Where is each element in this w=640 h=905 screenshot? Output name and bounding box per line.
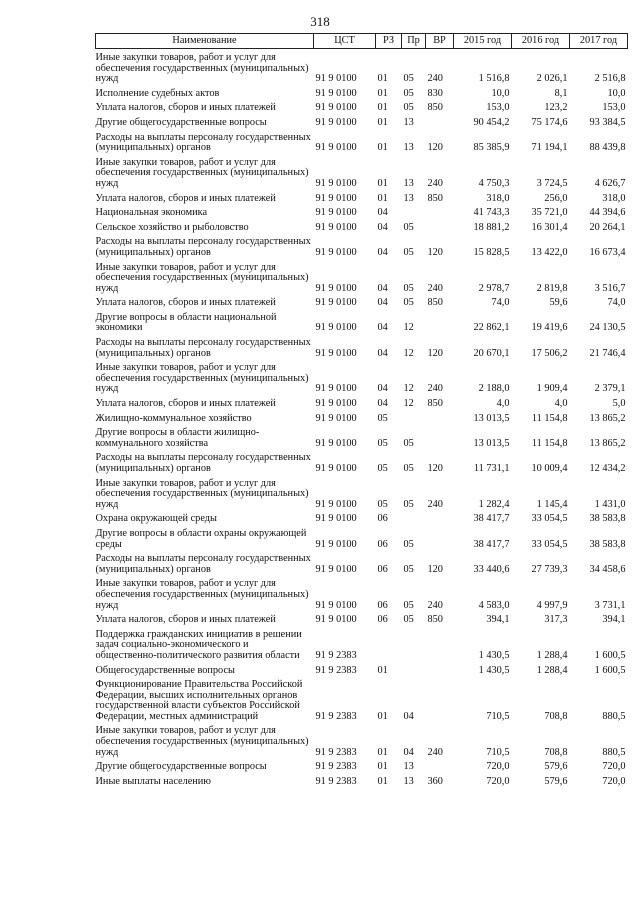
header-name: Наименование: [96, 34, 314, 49]
row-vr: 850: [427, 297, 443, 309]
row-2016: 59,6: [549, 297, 568, 309]
row-2016: 1 909,4: [536, 383, 568, 395]
row-name: Другие вопросы в области национальной экономики: [95, 311, 277, 334]
row-rz: 05: [377, 412, 388, 424]
row-2017: 13 865,2: [589, 437, 626, 449]
table-row: [96, 449, 628, 474]
row-rz: 05: [377, 463, 388, 474]
budget-table: [95, 33, 628, 787]
row-vr: 240: [427, 746, 443, 758]
row-2015: 1 516,8: [478, 73, 510, 85]
row-pr: 05: [403, 437, 414, 449]
row-name: Расходы на выплаты персоналу государственных (муниципальных) органов: [95, 553, 311, 575]
row-2015: 4 750,3: [478, 177, 510, 189]
row-name: Иные закупки товаров, работ и услуг для обеспечения государственных (муниципальных) нужд: [95, 725, 309, 758]
row-2016: 4,0: [554, 398, 568, 410]
row-pr: 05: [403, 538, 414, 550]
row-2016: 13 422,0: [531, 246, 568, 258]
row-2015: 85 385,9: [473, 142, 510, 154]
row-rz: 06: [377, 599, 388, 611]
row-2017: 880,5: [602, 746, 626, 758]
row-vr: [426, 510, 454, 525]
row-rz: 01: [377, 775, 388, 787]
row-pr: 05: [403, 614, 414, 626]
row-rz: 01: [377, 664, 388, 676]
table-row: [96, 85, 628, 100]
row-2017: 3 731,1: [594, 599, 626, 611]
row-cst: 91 9 0100: [315, 207, 357, 219]
row-2017: 24 130,5: [589, 322, 626, 334]
row-vr: [426, 309, 454, 334]
row-rz: 05: [377, 437, 388, 449]
row-2017: 44 394,6: [589, 207, 626, 219]
row-2016: 2 819,8: [536, 282, 568, 294]
row-2015: 394,1: [486, 614, 510, 626]
row-name: Уплата налогов, сборов и иных платежей: [95, 297, 276, 309]
table-row: [96, 676, 628, 722]
row-cst: 91 9 0100: [315, 297, 357, 309]
row-rz: 06: [377, 614, 388, 626]
row-2015: 90 454,2: [473, 116, 510, 128]
table-row: [96, 722, 628, 758]
row-2016: 1 288,4: [536, 649, 568, 661]
row-pr: 05: [403, 73, 414, 85]
row-cst: 91 9 0100: [315, 177, 357, 189]
row-cst: 91 9 0100: [315, 614, 357, 626]
row-vr: [426, 204, 454, 219]
row-pr: [402, 410, 426, 425]
header-rz: РЗ: [376, 34, 402, 49]
row-rz: 01: [377, 73, 388, 85]
row-cst: 91 9 2383: [315, 761, 357, 773]
row-2015: 33 440,6: [473, 563, 510, 575]
row-2015: 720,0: [486, 761, 510, 773]
row-cst: 91 9 0100: [315, 246, 357, 258]
row-2016: 708,8: [544, 746, 568, 758]
row-name: Расходы на выплаты персоналу государственных (муниципальных) органов: [95, 452, 311, 474]
row-2017: 1 600,5: [594, 664, 626, 676]
row-vr: [426, 676, 454, 722]
row-2017: 38 583,8: [589, 538, 626, 550]
table-row: [96, 309, 628, 334]
row-rz: 01: [377, 192, 388, 204]
row-pr: 12: [403, 398, 414, 410]
table-row: [96, 190, 628, 205]
row-vr: [426, 219, 454, 234]
row-2017: 5,0: [612, 398, 626, 410]
row-cst: 91 9 0100: [315, 322, 357, 334]
row-2015: 1 430,5: [478, 664, 510, 676]
row-vr: 850: [427, 398, 443, 410]
row-rz: 01: [377, 746, 388, 758]
table-row: [96, 259, 628, 295]
row-2015: 41 743,3: [473, 207, 510, 219]
row-vr: 120: [427, 142, 443, 154]
row-cst: 91 9 0100: [315, 412, 357, 424]
table-row: [96, 99, 628, 114]
row-2016: 3 724,5: [536, 177, 568, 189]
row-pr: [402, 662, 426, 677]
row-cst: 91 9 0100: [315, 538, 357, 550]
row-vr: 240: [427, 282, 443, 294]
row-name: Другие вопросы в области охраны окружающей среды: [95, 527, 307, 550]
row-2017: 38 583,8: [589, 513, 626, 525]
row-pr: 13: [403, 761, 414, 773]
row-pr: 05: [403, 221, 414, 233]
table-row: [96, 510, 628, 525]
table-row: [96, 359, 628, 395]
row-2017: 3 516,7: [594, 282, 626, 294]
row-name: Уплата налогов, сборов и иных платежей: [95, 614, 276, 626]
row-vr: 240: [427, 73, 443, 85]
row-pr: 13: [403, 142, 414, 154]
row-vr: 240: [427, 498, 443, 510]
row-rz: 04: [377, 383, 388, 395]
table-row: [96, 424, 628, 449]
row-2015: 18 881,2: [473, 221, 510, 233]
row-name: Уплата налогов, сборов и иных платежей: [95, 102, 276, 114]
row-vr: [426, 662, 454, 677]
row-pr: 05: [403, 246, 414, 258]
row-rz: 04: [377, 322, 388, 334]
row-pr: 05: [403, 463, 414, 474]
row-name: Иные закупки товаров, работ и услуг для обеспечения государственных (муниципальных) нужд: [95, 52, 309, 85]
table-row: [96, 204, 628, 219]
row-2015: 15 828,5: [473, 246, 510, 258]
row-2016: 75 174,6: [531, 116, 568, 128]
row-2016: 708,8: [544, 710, 568, 722]
header-cst: ЦСТ: [314, 34, 376, 49]
row-2016: 27 739,3: [531, 563, 568, 575]
row-2016: 579,6: [544, 761, 568, 773]
row-2017: 12 434,2: [589, 463, 626, 474]
row-cst: 91 9 0100: [315, 73, 357, 85]
row-pr: 05: [403, 87, 414, 99]
row-cst: 91 9 0100: [315, 102, 357, 114]
row-2016: 33 054,5: [531, 513, 568, 525]
row-cst: 91 9 0100: [315, 437, 357, 449]
row-vr: 240: [427, 383, 443, 395]
row-2017: 720,0: [602, 775, 626, 787]
row-2016: 1 145,4: [536, 498, 568, 510]
row-name: Жилищно-коммунальное хозяйство: [95, 412, 252, 424]
header-2016: 2016 год: [512, 34, 570, 49]
header-vr: ВР: [426, 34, 454, 49]
row-2016: 35 721,0: [531, 207, 568, 219]
row-rz: 06: [377, 538, 388, 550]
row-cst: 91 9 0100: [315, 383, 357, 395]
row-rz: 01: [377, 102, 388, 114]
table-row: [96, 611, 628, 626]
row-pr: [402, 510, 426, 525]
table-row: [96, 129, 628, 154]
row-rz: 06: [377, 513, 388, 525]
row-2017: 1 431,0: [594, 498, 626, 510]
row-2016: 317,3: [544, 614, 568, 626]
row-2015: 10,0: [491, 87, 510, 99]
row-pr: 05: [403, 102, 414, 114]
header-row: [96, 34, 628, 49]
table-row: [96, 294, 628, 309]
row-2016: 256,0: [544, 192, 568, 204]
row-pr: 04: [403, 746, 414, 758]
row-vr: 240: [427, 177, 443, 189]
row-name: Иные выплаты населению: [95, 775, 212, 787]
row-2017: 16 673,4: [589, 246, 626, 258]
table-row: [96, 334, 628, 359]
row-name: Иные закупки товаров, работ и услуг для обеспечения государственных (муниципальных) нужд: [95, 362, 309, 395]
row-pr: 12: [403, 322, 414, 334]
row-cst: 91 9 0100: [315, 563, 357, 575]
header-2015: 2015 год: [454, 34, 512, 49]
row-rz: 01: [377, 177, 388, 189]
row-rz: 04: [377, 297, 388, 309]
row-2017: 93 384,5: [589, 116, 626, 128]
table-row: [96, 475, 628, 511]
row-2016: 10 009,4: [531, 463, 568, 474]
row-cst: 91 9 0100: [315, 398, 357, 410]
row-2015: 318,0: [486, 192, 510, 204]
row-name: Сельское хозяйство и рыболовство: [95, 221, 249, 233]
row-2016: 123,2: [544, 102, 568, 114]
row-2015: 2 978,7: [478, 282, 510, 294]
row-pr: [402, 626, 426, 662]
row-2015: 153,0: [486, 102, 510, 114]
row-2016: 4 997,9: [536, 599, 568, 611]
row-2016: 16 301,4: [531, 221, 568, 233]
table-row: [96, 773, 628, 788]
row-pr: 13: [403, 116, 414, 128]
row-pr: 13: [403, 775, 414, 787]
row-2016: 2 026,1: [536, 73, 568, 85]
row-cst: 91 9 0100: [315, 513, 357, 525]
row-vr: [426, 626, 454, 662]
row-rz: [376, 626, 402, 662]
row-name: Исполнение судебных актов: [95, 87, 220, 99]
row-2015: 13 013,5: [473, 437, 510, 449]
table-row: [96, 233, 628, 258]
table-row: [96, 219, 628, 234]
table-row: [96, 525, 628, 550]
row-name: Другие вопросы в области жилищно-коммунального хозяйства: [95, 427, 260, 449]
row-2017: 720,0: [602, 761, 626, 773]
row-cst: 91 9 2383: [315, 775, 357, 787]
table-row: [96, 410, 628, 425]
row-name: Иные закупки товаров, работ и услуг для обеспечения государственных (муниципальных) нужд: [95, 261, 309, 294]
row-vr: 120: [427, 463, 443, 474]
row-rz: 01: [377, 142, 388, 154]
row-name: Иные закупки товаров, работ и услуг для обеспечения государственных (муниципальных) нужд: [95, 578, 309, 611]
row-cst: 91 9 2383: [315, 710, 357, 722]
row-2015: 4 583,0: [478, 599, 510, 611]
row-2015: 710,5: [486, 746, 510, 758]
table-header: [96, 34, 628, 49]
row-2015: 13 013,5: [473, 412, 510, 424]
table-row: [96, 395, 628, 410]
row-2015: 38 417,7: [473, 513, 510, 525]
row-cst: 91 9 0100: [315, 463, 357, 474]
row-pr: 05: [403, 563, 414, 575]
row-rz: 04: [377, 347, 388, 359]
row-2016: 17 506,2: [531, 347, 568, 359]
row-vr: 120: [427, 347, 443, 359]
row-rz: 06: [377, 563, 388, 575]
row-vr: 850: [427, 192, 443, 204]
row-vr: 830: [427, 87, 443, 99]
row-2017: 13 865,2: [589, 412, 626, 424]
row-vr: 360: [427, 775, 443, 787]
row-rz: 05: [377, 498, 388, 510]
row-2015: 38 417,7: [473, 538, 510, 550]
row-2017: 394,1: [602, 614, 626, 626]
row-cst: 91 9 0100: [315, 282, 357, 294]
row-name: Расходы на выплаты персоналу государственных (муниципальных) органов: [95, 131, 311, 154]
row-2015: 1 430,5: [478, 649, 510, 661]
row-cst: 91 9 0100: [315, 221, 357, 233]
row-vr: [426, 424, 454, 449]
row-2017: 4 626,7: [594, 177, 626, 189]
row-cst: 91 9 0100: [315, 347, 357, 359]
row-pr: 05: [403, 498, 414, 510]
row-2017: 318,0: [602, 192, 626, 204]
row-vr: 850: [427, 102, 443, 114]
row-cst: 91 9 0100: [315, 116, 357, 128]
row-rz: 04: [377, 207, 388, 219]
row-name: Национальная экономика: [95, 207, 208, 219]
row-2015: 2 188,0: [478, 383, 510, 395]
table-row: [96, 626, 628, 662]
row-name: Уплата налогов, сборов и иных платежей: [95, 192, 276, 204]
row-cst: 91 9 0100: [315, 142, 357, 154]
row-name: Иные закупки товаров, работ и услуг для обеспечения государственных (муниципальных) нужд: [95, 477, 309, 510]
row-cst: 91 9 0100: [315, 498, 357, 510]
row-pr: 05: [403, 297, 414, 309]
row-pr: 12: [403, 347, 414, 359]
row-2016: 71 194,1: [531, 142, 568, 154]
row-name: Общегосударственные вопросы: [95, 664, 235, 676]
row-rz: 01: [377, 761, 388, 773]
row-name: Расходы на выплаты персоналу государственных (муниципальных) органов: [95, 236, 311, 258]
row-cst: 91 9 0100: [315, 192, 357, 204]
row-rz: 04: [377, 221, 388, 233]
row-vr: 120: [427, 246, 443, 258]
row-vr: [426, 410, 454, 425]
row-2016: 33 054,5: [531, 538, 568, 550]
row-cst: 91 9 0100: [315, 87, 357, 99]
row-name: Другие общегосударственные вопросы: [95, 761, 267, 773]
table-row: [96, 154, 628, 190]
row-2015: 11 731,1: [473, 463, 510, 474]
row-2016: 11 154,8: [531, 437, 568, 449]
row-rz: 04: [377, 246, 388, 258]
row-2017: 880,5: [602, 710, 626, 722]
row-pr: 12: [403, 383, 414, 395]
row-2016: 11 154,8: [531, 412, 568, 424]
table-row: [96, 575, 628, 611]
row-pr: 04: [403, 710, 414, 722]
table-body: [96, 49, 628, 788]
row-pr: 05: [403, 599, 414, 611]
row-pr: 05: [403, 282, 414, 294]
row-2015: 74,0: [491, 297, 510, 309]
row-cst: 91 9 2383: [315, 746, 357, 758]
row-pr: 13: [403, 192, 414, 204]
row-cst: 91 9 2383: [315, 664, 357, 676]
row-name: Функционирование Правительства Российской Федерации, высших исполнительных органов государственной власти субъектов Российской Федерации, местных администраций: [95, 679, 303, 722]
page-number: 318: [310, 14, 330, 29]
row-2015: 1 282,4: [478, 498, 510, 510]
row-rz: 04: [377, 398, 388, 410]
row-name: Уплата налогов, сборов и иных платежей: [95, 398, 276, 410]
row-name: Расходы на выплаты персоналу государственных (муниципальных) органов: [95, 337, 311, 359]
row-2017: 20 264,1: [589, 221, 626, 233]
row-2015: 4,0: [496, 398, 510, 410]
row-pr: [402, 204, 426, 219]
row-rz: 01: [377, 87, 388, 99]
row-rz: 01: [377, 710, 388, 722]
table-row: [96, 49, 628, 85]
row-2017: 2 516,8: [594, 73, 626, 85]
row-2015: 710,5: [486, 710, 510, 722]
header-pr: Пр: [402, 34, 426, 49]
row-vr: 120: [427, 563, 443, 575]
row-2016: 8,1: [554, 87, 568, 99]
row-2016: 19 419,6: [531, 322, 568, 334]
header-2017: 2017 год: [570, 34, 628, 49]
row-2017: 74,0: [607, 297, 626, 309]
row-2015: 20 670,1: [473, 347, 510, 359]
row-2017: 34 458,6: [589, 563, 626, 575]
row-2015: 720,0: [486, 775, 510, 787]
row-2017: 1 600,5: [594, 649, 626, 661]
row-vr: [426, 758, 454, 773]
table-row: [96, 662, 628, 677]
table-row: [96, 758, 628, 773]
row-2017: 153,0: [602, 102, 626, 114]
row-vr: [426, 114, 454, 129]
row-name: Иные закупки товаров, работ и услуг для обеспечения государственных (муниципальных) нужд: [95, 156, 309, 189]
row-name: Поддержка гражданских инициатив в решении задач социально-экономического и общественно-политического развития области: [95, 628, 302, 661]
row-cst: 91 9 0100: [315, 599, 357, 611]
table-row: [96, 114, 628, 129]
row-2015: 22 862,1: [473, 322, 510, 334]
row-vr: 240: [427, 599, 443, 611]
table-row: [96, 550, 628, 575]
row-cst: 91 9 2383: [315, 649, 357, 661]
row-2017: 10,0: [607, 87, 626, 99]
row-2017: 21 746,4: [589, 347, 626, 359]
row-2017: 2 379,1: [594, 383, 626, 395]
row-2017: 88 439,8: [589, 142, 626, 154]
row-rz: 01: [377, 116, 388, 128]
row-rz: 04: [377, 282, 388, 294]
row-vr: [426, 525, 454, 550]
row-pr: 13: [403, 177, 414, 189]
row-name: Охрана окружающей среды: [95, 513, 217, 525]
row-name: Другие общегосударственные вопросы: [95, 116, 267, 128]
row-2016: 579,6: [544, 775, 568, 787]
row-2016: 1 288,4: [536, 664, 568, 676]
row-vr: 850: [427, 614, 443, 626]
